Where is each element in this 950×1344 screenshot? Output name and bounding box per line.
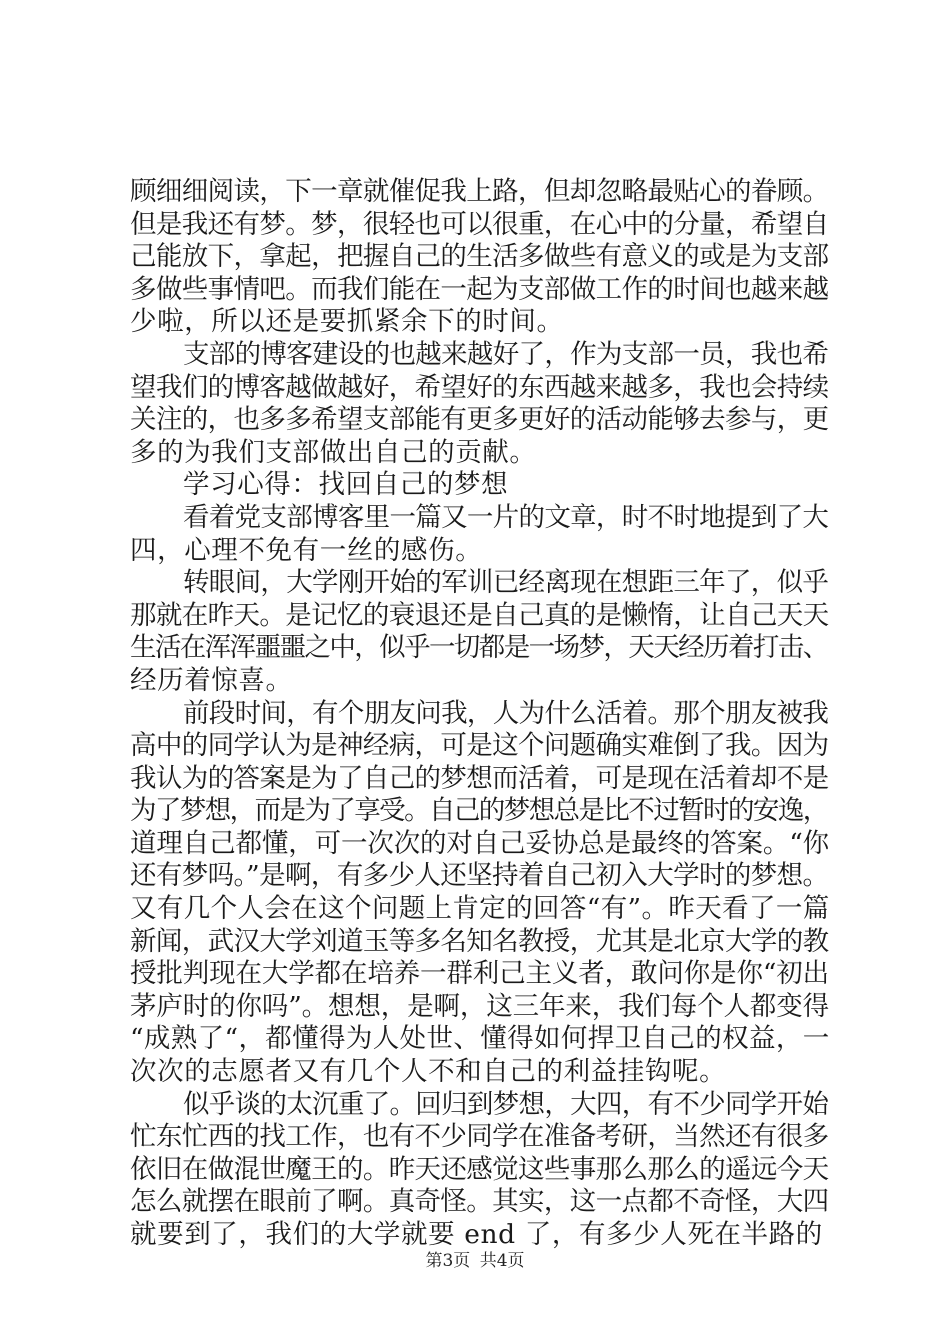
text-line: 顾细细阅读，下一章就催促我上路，但却忽略最贴心的眷顾。 — [130, 176, 829, 207]
text-line: 学习心得：找回自己的梦想 — [183, 469, 509, 501]
page-total: 共4页 — [479, 1251, 525, 1271]
text-line: 支部的博客建设的也越来越好了，作为支部一员，我也希 — [183, 338, 829, 370]
text-line: 新闻，武汉大学刘道玉等多名知名教授，尤其是北京大学的教 — [130, 925, 829, 957]
text-line: 次次的志愿者又有几个人不和自己的利益挂钩呢。 — [130, 1056, 727, 1088]
text-line: 高中的同学认为是神经病，可是这个问题确实难倒了我。因为 — [130, 730, 829, 762]
text-line: 还有梦吗。”是啊，有多少人还坚持着自己初入大学时的梦想。 — [130, 860, 829, 892]
text-line: 生活在浑浑噩噩之中，似乎一切都是一场梦，天天经历着打击、 — [130, 632, 828, 664]
text-line: “成熟了“，都懂得为人处世、懂得如何捍卫自己的权益，一 — [130, 1023, 830, 1055]
text-line: 但是我还有梦。梦，很轻也可以很重，在心中的分量，希望自 — [130, 208, 829, 240]
text-line: 多做些事情吧。而我们能在一起为支部做工作的时间也越来越 — [130, 273, 829, 305]
text-line: 关注的，也多多希望支部能有更多更好的活动能够去参与，更 — [130, 404, 829, 436]
text-line: 己能放下，拿起，把握自己的生活多做些有意义的或是为支部 — [130, 241, 829, 273]
text-line: 授批判现在大学都在培养一群利己主义者，敢问你是你“初出 — [130, 958, 830, 990]
text-line: 经历着惊喜。 — [130, 664, 293, 696]
text-line: 转眼间，大学刚开始的军训已经离现在想距三年了，似乎 — [183, 567, 829, 599]
text-line: 似乎谈的太沉重了。回归到梦想，大四，有不少同学开始 — [183, 1088, 829, 1120]
text-line: 茅庐时的你吗”。想想，是啊，这三年来，我们每个人都变得 — [130, 990, 830, 1022]
text-line: 那就在昨天。是记忆的衰退还是自己真的是懒惰，让自己天天 — [130, 599, 829, 631]
document-body — [130, 176, 830, 1252]
text-line: 依旧在做混世魔王的。昨天还感觉这些事那么那么的遥远今天 — [130, 1153, 829, 1185]
text-line: 前段时间，有个朋友问我，人为什么活着。那个朋友被我 — [183, 697, 829, 729]
text-line: 道理自己都懂，可一次次的对自己妥协总是最终的答案。“你 — [130, 827, 830, 859]
text-line: 少啦，所以还是要抓紧余下的时间。 — [130, 306, 564, 338]
text-line: 忙东忙西的找工作，也有不少同学在准备考研，当然还有很多 — [130, 1121, 829, 1153]
page-footer — [0, 1250, 950, 1272]
text-line: 四，心理不免有一丝的感伤。 — [130, 534, 483, 566]
text-line: 怎么就摆在眼前了啊。真奇怪。其实，这一点都不奇怪，大四 — [130, 1186, 829, 1218]
text-line: 又有几个人会在这个问题上肯定的回答“有”。昨天看了一篇 — [130, 893, 830, 925]
page-number: 第3页 — [425, 1251, 471, 1271]
text-line: 多的为我们支部做出自己的贡献。 — [130, 436, 537, 468]
text-line: 我认为的答案是为了自己的梦想而活着，可是现在活着却不是 — [130, 762, 829, 794]
text-line: 为了梦想，而是为了享受。自己的梦想总是比不过暂时的安逸， — [130, 795, 828, 827]
text-line: 望我们的博客越做越好，希望好的东西越来越多，我也会持续 — [130, 371, 829, 403]
text-line: 看着党支部博客里一篇又一片的文章，时不时地提到了大 — [183, 501, 829, 533]
text-line: 就要到了，我们的大学就要 end 了，有多少人死在半路的 — [130, 1219, 823, 1250]
